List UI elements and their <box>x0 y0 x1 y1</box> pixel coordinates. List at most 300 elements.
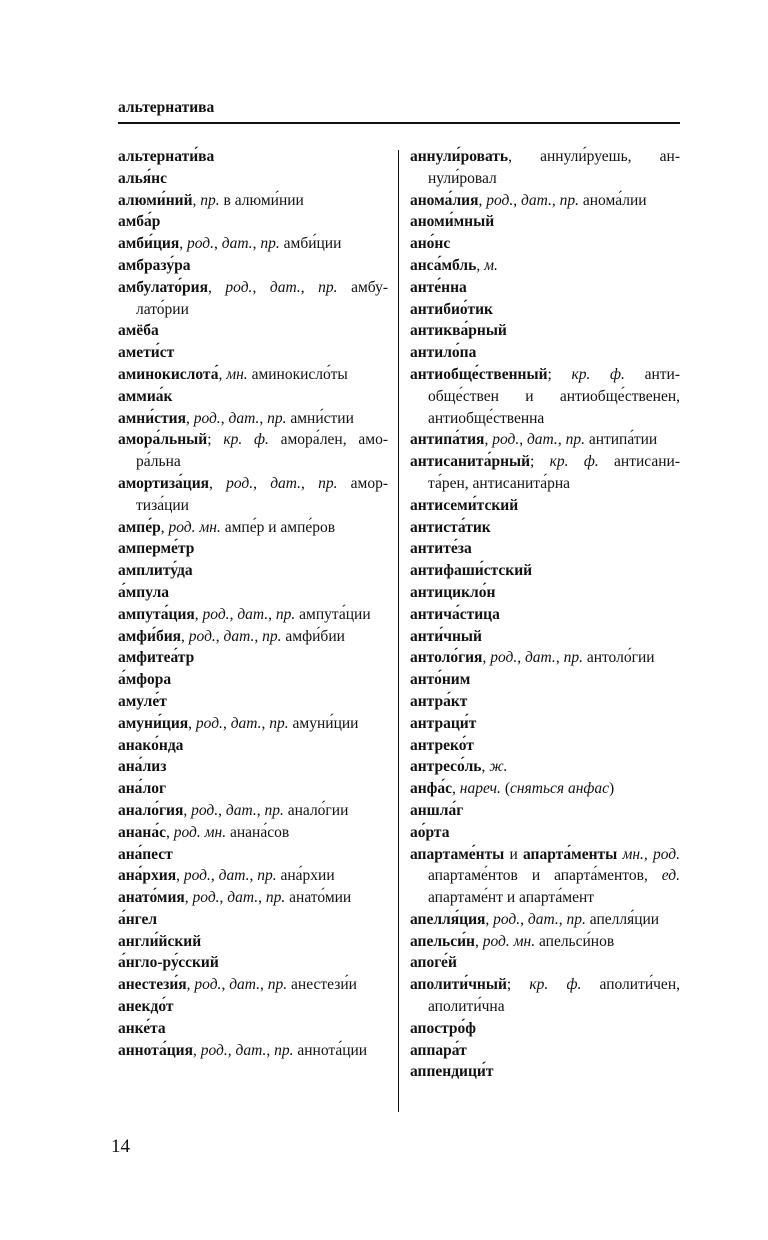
entry-text: ; <box>506 976 530 994</box>
grammar-label: пр. <box>269 714 289 732</box>
entry-text: аполити́чен, аполити́чна <box>428 976 680 1016</box>
dictionary-entry <box>410 713 680 735</box>
headword: антибио́тик <box>410 300 493 318</box>
left-column <box>118 146 388 1061</box>
grammar-label: дат. <box>521 191 552 209</box>
entry-text: , <box>519 431 527 449</box>
headword: амба́р <box>118 213 161 231</box>
headword: антифаши́стский <box>410 562 533 580</box>
dictionary-entry <box>118 887 388 909</box>
dictionary-entry <box>118 211 388 233</box>
entry-text: амортиза́ции <box>136 474 389 514</box>
headword: антра́кт <box>410 692 468 710</box>
entry-text: , <box>218 801 226 819</box>
entry-text: , <box>520 910 528 928</box>
headword: антраци́т <box>410 714 477 732</box>
entry-text: , <box>476 256 485 274</box>
headword: а́мпула <box>118 583 170 601</box>
dictionary-entry <box>410 647 680 669</box>
grammar-label: дат. <box>223 627 255 645</box>
headword: антисанита́рный <box>410 453 531 471</box>
entry-text: , <box>475 932 483 950</box>
entry-text: , <box>194 605 203 623</box>
headword: аннота́ция <box>118 1041 193 1059</box>
entry-text: , <box>481 758 490 776</box>
headword: анти́чный <box>410 627 482 645</box>
headword: апарта́менты <box>522 845 618 863</box>
dictionary-entry <box>118 844 388 866</box>
dictionary-entry <box>118 277 388 321</box>
dictionary-entry <box>410 691 680 713</box>
dictionary-entry <box>410 778 680 800</box>
dictionary-entry <box>118 320 388 342</box>
headword: амфитеа́тр <box>118 649 195 667</box>
headword: антите́за <box>410 540 472 558</box>
dictionary-entry <box>410 320 680 342</box>
headword: анекдо́т <box>118 998 174 1016</box>
grammar-label: дат. <box>229 976 261 994</box>
headword: анке́та <box>118 1019 166 1037</box>
entry-text: , <box>188 714 196 732</box>
entry-text: , <box>555 649 564 667</box>
grammar-label: кр. ф. <box>529 976 582 994</box>
entry-text: , <box>268 605 276 623</box>
headword: а́мфора <box>118 671 172 689</box>
headword: амперме́тр <box>118 540 195 558</box>
dictionary-entry <box>410 211 680 233</box>
headword: ана́лиз <box>118 758 167 776</box>
headword: анестези́я <box>118 976 187 994</box>
entry-text: антипа́тии <box>584 431 658 449</box>
entry-text: , <box>300 278 319 296</box>
grammar-label: м. <box>484 256 498 274</box>
entry-text: , <box>513 191 522 209</box>
entry-text: , <box>266 1041 275 1059</box>
grammar-label: пр. <box>559 191 579 209</box>
dictionary-entry <box>410 952 680 974</box>
grammar-label: сняться анфас <box>509 780 610 798</box>
grammar-label: род. <box>490 649 518 667</box>
headword: амуле́т <box>118 692 167 710</box>
headword: амбулато́рия <box>118 278 208 296</box>
entry-text: анало́гии <box>283 801 349 819</box>
dictionary-entry <box>118 669 388 691</box>
entry-text: , <box>482 649 491 667</box>
entry-text: , <box>207 278 226 296</box>
grammar-label: род. <box>193 409 221 427</box>
entry-text: ампута́ции <box>295 605 371 623</box>
entry-text: , <box>222 714 231 732</box>
headword: ао́рта <box>410 823 450 841</box>
headword: алья́нс <box>118 169 167 187</box>
entry-text: апелля́ции <box>585 910 660 928</box>
entry-text: антисанита́рен, антисанита́рна <box>428 453 680 492</box>
entry-text: , <box>179 235 187 253</box>
entry-text: , <box>209 474 227 492</box>
dictionary-entry <box>118 582 388 604</box>
grammar-label: род. <box>493 910 521 928</box>
headword: антицикло́н <box>410 583 496 601</box>
dictionary-entry <box>410 560 680 582</box>
page-number: 14 <box>111 1136 130 1157</box>
grammar-label: дат. <box>221 235 253 253</box>
dictionary-entry <box>410 364 680 429</box>
entry-text: , <box>452 780 460 798</box>
entry-text: , <box>258 889 266 907</box>
grammar-label: дат. <box>227 889 259 907</box>
headword: аппендици́т <box>410 1063 494 1081</box>
grammar-label: мн. <box>226 365 248 383</box>
grammar-label: кр. ф. <box>571 365 625 383</box>
dictionary-entry <box>118 756 388 778</box>
dictionary-entry <box>410 342 680 364</box>
headword: аншла́г <box>410 801 464 819</box>
entry-text: , <box>249 867 258 885</box>
entry-text: , <box>254 627 263 645</box>
entry-text: , <box>260 976 268 994</box>
headword: аппара́т <box>410 1041 467 1059</box>
dictionary-entry <box>118 429 388 473</box>
dictionary-entry <box>410 538 680 560</box>
dictionary-entry <box>410 669 680 691</box>
dictionary-entry <box>118 168 388 190</box>
entry-text: , <box>185 409 194 427</box>
entry-text: , <box>166 823 174 841</box>
dictionary-entry <box>410 1061 680 1083</box>
grammar-label: род. <box>192 889 220 907</box>
headword: амуни́ция <box>118 714 189 732</box>
entry-text: , <box>214 235 222 253</box>
column-divider <box>398 150 399 1112</box>
entry-text: антиобще́ствен и антиобще́ственен, антиобще́ственна <box>428 365 680 427</box>
entry-text: , <box>252 278 270 296</box>
dictionary-entry <box>118 735 388 757</box>
dictionary-entry <box>410 582 680 604</box>
dictionary-entry <box>410 931 680 953</box>
grammar-label: дат. <box>235 1041 267 1059</box>
dictionary-entry <box>118 386 388 408</box>
dictionary-entry <box>118 1040 388 1062</box>
grammar-label: род. <box>202 605 230 623</box>
headword: ана́пест <box>118 845 173 863</box>
grammar-label: дат. <box>218 867 250 885</box>
headword: амора́льный <box>118 431 208 449</box>
dictionary-entry <box>118 364 388 386</box>
entry-text: , <box>176 867 184 885</box>
entry-text: анестези́и <box>287 976 357 994</box>
entry-text: , аннули́руешь, аннули́ровал <box>428 148 680 187</box>
entry-text: ( <box>500 780 510 798</box>
grammar-label: род. мн. <box>482 932 536 950</box>
headword: аполити́чный <box>410 976 507 994</box>
dictionary-entry <box>118 865 388 887</box>
headword: антипа́тия <box>410 431 485 449</box>
headword: амби́ция <box>118 235 180 253</box>
dictionary-entry <box>118 604 388 626</box>
entry-text: , <box>215 627 224 645</box>
entry-text: аннота́ции <box>293 1041 368 1059</box>
headword: анако́нда <box>118 736 184 754</box>
dictionary-entry <box>410 974 680 1018</box>
dictionary-entry <box>118 909 388 931</box>
grammar-label: пр. <box>566 910 586 928</box>
dictionary-entry <box>118 233 388 255</box>
grammar-label: ж. <box>489 758 508 776</box>
headword: а́нгел <box>118 910 158 928</box>
grammar-label: дат. <box>237 605 269 623</box>
grammar-label: пр. <box>257 867 277 885</box>
entry-text: ; <box>547 365 572 383</box>
entry-text: , <box>183 801 192 819</box>
entry-text: , <box>160 518 169 536</box>
headword: анало́гия <box>118 801 184 819</box>
grammar-label: род. <box>226 474 254 492</box>
headword: апельси́н <box>410 932 475 950</box>
entry-text: амора́лен, амора́льна <box>136 431 388 471</box>
headword: анфа́с <box>410 780 453 798</box>
headword: анса́мбль <box>410 256 477 274</box>
entry-text: , <box>192 1041 201 1059</box>
dictionary-entry <box>118 800 388 822</box>
grammar-label: род. <box>188 627 216 645</box>
dictionary-entry <box>410 756 680 778</box>
headword: апоге́й <box>410 954 457 972</box>
dictionary-entry <box>410 451 680 495</box>
entry-text: , <box>256 801 265 819</box>
headword: ампе́р <box>118 518 161 536</box>
dictionary-entry <box>410 190 680 212</box>
entry-text: , <box>184 889 193 907</box>
grammar-label: мн., род. <box>622 845 681 863</box>
dictionary-entry <box>118 342 388 364</box>
entry-text: , <box>210 867 219 885</box>
grammar-label: род. <box>225 278 253 296</box>
headword: амёба <box>118 322 159 340</box>
entry-text: анато́мии <box>285 889 352 907</box>
right-column <box>410 146 680 1083</box>
entry-text: анана́сов <box>226 823 290 841</box>
entry-text: и <box>504 845 523 863</box>
dictionary-entry <box>118 713 388 735</box>
header-rule <box>118 122 680 124</box>
dictionary-entry <box>410 626 680 648</box>
grammar-label: дат. <box>526 431 558 449</box>
grammar-label: дат. <box>270 474 302 492</box>
headword: апартаме́нты <box>410 845 505 863</box>
dictionary-entry <box>410 517 680 539</box>
entry-text: амби́ции <box>279 235 342 253</box>
entry-text: , <box>259 409 268 427</box>
grammar-label: род. мн. <box>173 823 227 841</box>
dictionary-entry <box>118 778 388 800</box>
grammar-label: род. <box>191 801 219 819</box>
headword: амбразу́ра <box>118 256 191 274</box>
entry-text: ; <box>207 431 224 449</box>
entry-text: , <box>218 365 227 383</box>
grammar-label: род. <box>194 976 222 994</box>
dictionary-entry <box>118 931 388 953</box>
grammar-label: дат. <box>230 714 262 732</box>
entry-text: апартаме́нтов и апарта́ментов, <box>428 867 662 885</box>
dictionary-entry <box>410 429 680 451</box>
entry-text: в алюми́нии <box>219 191 304 209</box>
entry-text: , <box>252 235 261 253</box>
dictionary-entry <box>118 473 388 517</box>
dictionary-entry <box>410 735 680 757</box>
entry-text: ана́рхии <box>276 867 335 885</box>
grammar-label: род. <box>195 714 223 732</box>
grammar-label: ед. <box>661 867 680 885</box>
entry-text: , <box>220 409 229 427</box>
dictionary-entry <box>410 255 680 277</box>
entry-text: амни́стии <box>286 409 354 427</box>
dictionary-entry <box>118 974 388 996</box>
grammar-label: род. <box>492 431 520 449</box>
dictionary-entry <box>410 822 680 844</box>
entry-text: , <box>261 714 270 732</box>
entry-text: , <box>557 431 566 449</box>
grammar-label: дат. <box>527 910 559 928</box>
dictionary-entry <box>118 560 388 582</box>
grammar-label: пр. <box>267 976 288 994</box>
grammar-label: кр. ф. <box>223 431 269 449</box>
entry-text: , <box>219 889 228 907</box>
entry-text: , <box>192 191 201 209</box>
grammar-label: пр. <box>318 278 338 296</box>
dictionary-entry <box>410 233 680 255</box>
headword: амплиту́да <box>118 562 193 580</box>
entry-text: ; <box>530 453 550 471</box>
entry-text: апельси́нов <box>535 932 615 950</box>
entry-text: амфи́бии <box>281 627 345 645</box>
grammar-label: дат. <box>524 649 556 667</box>
headword: антисеми́тский <box>410 496 519 514</box>
entry-text: , <box>484 431 493 449</box>
grammar-label: пр. <box>200 191 220 209</box>
dictionary-entry <box>118 996 388 1018</box>
grammar-label: род. <box>200 1041 228 1059</box>
dictionary-entry <box>118 626 388 648</box>
grammar-label: род. <box>183 867 211 885</box>
dictionary-entry <box>410 146 680 190</box>
dictionary-entry <box>410 604 680 626</box>
dictionary-entry <box>118 190 388 212</box>
headword: антило́па <box>410 344 477 362</box>
headword: аноми́мный <box>410 213 495 231</box>
headword: а́нгло-ру́сский <box>118 954 219 972</box>
entry-text: , <box>485 910 494 928</box>
entry-text: ) <box>609 780 615 798</box>
headword: антиобще́ственный <box>410 365 548 383</box>
dictionary-entry <box>118 517 388 539</box>
running-head: альтернатива <box>118 99 215 116</box>
grammar-label: дат. <box>225 801 257 819</box>
dictionary-entry <box>410 909 680 931</box>
entry-text: , <box>253 474 271 492</box>
dictionary-entry <box>410 1040 680 1062</box>
grammar-label: кр. ф. <box>549 453 599 471</box>
headword: ана́рхия <box>118 867 177 885</box>
dictionary-entry <box>410 844 680 909</box>
headword: англи́йский <box>118 932 202 950</box>
headword: анте́нна <box>410 278 467 296</box>
grammar-label: дат. <box>228 409 260 427</box>
grammar-label: пр. <box>318 474 338 492</box>
dictionary-entry <box>118 408 388 430</box>
headword: антиста́тик <box>410 518 491 536</box>
dictionary-entry <box>410 495 680 517</box>
headword: амортиза́ция <box>118 474 210 492</box>
dictionary-entry <box>410 277 680 299</box>
dictionary-entry <box>118 822 388 844</box>
grammar-label: пр. <box>265 889 286 907</box>
dictionary-entry <box>118 647 388 669</box>
headword: амни́стия <box>118 409 186 427</box>
grammar-label: пр. <box>260 235 280 253</box>
headword: антоло́гия <box>410 649 483 667</box>
dictionary-entry <box>118 1018 388 1040</box>
grammar-label: пр. <box>264 801 284 819</box>
grammar-label: пр. <box>274 1041 294 1059</box>
dictionary-entry <box>118 146 388 168</box>
dictionary-entry <box>410 299 680 321</box>
entry-text: амбулато́рии <box>136 278 389 318</box>
headword: ана́лог <box>118 780 167 798</box>
entry-text: , <box>517 649 525 667</box>
headword: амфи́бия <box>118 627 182 645</box>
headword: аннули́ровать <box>410 148 509 165</box>
headword: анана́с <box>118 823 166 841</box>
grammar-label: пр. <box>563 649 583 667</box>
headword: антреко́т <box>410 736 474 754</box>
headword: антиква́рный <box>410 322 507 340</box>
dictionary-entry <box>118 691 388 713</box>
entry-text: , <box>478 191 487 209</box>
entry-text: , <box>221 976 230 994</box>
grammar-label: род. <box>187 235 215 253</box>
entry-text: , <box>186 976 195 994</box>
entry-text: , <box>301 474 319 492</box>
headword: ампута́ция <box>118 605 195 623</box>
headword: анто́ним <box>410 671 471 689</box>
dictionary-entry <box>410 800 680 822</box>
headword: апелля́ция <box>410 910 486 928</box>
grammar-label: нареч. <box>459 780 501 798</box>
headword: амети́ст <box>118 344 175 362</box>
entry-text: анома́лии <box>579 191 647 209</box>
grammar-label: пр. <box>267 409 287 427</box>
entry-text: аминокисло́ты <box>247 365 348 383</box>
headword: алюми́ний <box>118 191 193 209</box>
grammar-label: пр. <box>262 627 282 645</box>
dictionary-entry <box>118 538 388 560</box>
entry-text: , <box>551 191 560 209</box>
headword: антича́стица <box>410 605 500 623</box>
entry-text: амуни́ции <box>288 714 359 732</box>
grammar-label: род. мн. <box>168 518 221 536</box>
entry-text: , <box>558 910 567 928</box>
dictionary-entry <box>410 1018 680 1040</box>
headword: анато́мия <box>118 889 185 907</box>
entry-text: , <box>227 1041 236 1059</box>
entry-text: , <box>229 605 238 623</box>
grammar-label: дат. <box>269 278 301 296</box>
dictionary-entry <box>118 255 388 277</box>
headword: аммиа́к <box>118 387 173 405</box>
headword: апостро́ф <box>410 1019 477 1037</box>
headword: антресо́ль <box>410 758 482 776</box>
entry-text: антоло́гии <box>582 649 655 667</box>
